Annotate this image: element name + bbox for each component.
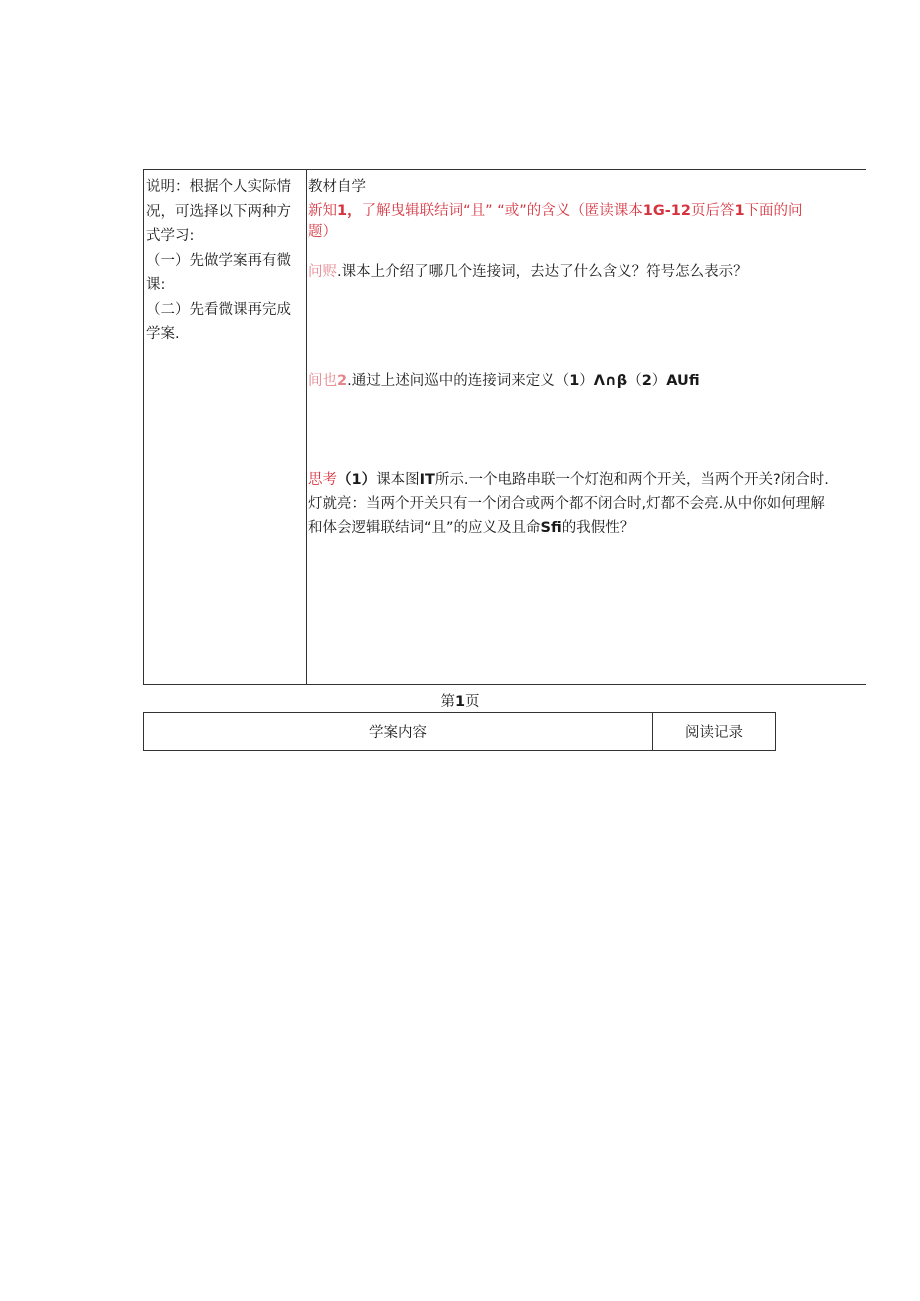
question-2-expression-1: Λ∩β	[593, 373, 628, 389]
think-text: 课本图	[376, 472, 420, 488]
new-knowledge-line-1	[308, 199, 803, 220]
question-2-number: 2	[337, 373, 348, 389]
study-table	[143, 169, 866, 685]
page-number-value: 1	[454, 694, 466, 710]
question-2-text: .通过上述问巡中的连接词来定义（	[347, 373, 570, 389]
think-line-1	[308, 468, 829, 489]
content-column	[308, 170, 866, 684]
think-symbol: Sfi	[540, 520, 562, 536]
think-line-2: 灯就亮：当两个开关只有一个闭合或两个都不闭合时,灯都不会亮.从中你如何理解	[308, 496, 825, 512]
think-paren: （1）	[337, 472, 377, 488]
new-knowledge-number: 1，	[337, 203, 362, 219]
page-number-prefix: 第	[440, 694, 455, 710]
question-1-label: 问赆	[308, 264, 337, 280]
instruction-line: 学案.	[146, 326, 180, 342]
new-knowledge-line-2: 题）	[308, 224, 337, 240]
new-knowledge-text: 了解曳辑联结词“且” “或”的含义（匿读课本	[361, 203, 643, 219]
new-knowledge-pages: 1G-12	[642, 203, 691, 219]
think-figure: IT	[419, 472, 435, 488]
instruction-line: 况，可选择以下两种方	[146, 203, 291, 220]
question-1	[308, 260, 748, 281]
think-text: 的我假性？	[561, 520, 635, 536]
think-text: 所示.一个电路串联一个灯泡和两个开关，当两个开关?闭合时.	[434, 472, 829, 488]
instruction-line: 式学习:	[146, 228, 195, 244]
new-knowledge-prefix: 新知	[308, 203, 337, 219]
question-2-part-1: 1	[569, 373, 580, 389]
page-number-suffix: 页	[465, 694, 480, 710]
new-knowledge-number: 1	[734, 203, 745, 219]
page-number	[0, 690, 920, 711]
instruction-line: 课:	[146, 277, 166, 293]
question-2-part-2: 2	[641, 373, 652, 389]
header-table	[143, 712, 776, 751]
question-2-text: ）	[651, 373, 667, 389]
new-knowledge-text: 下面的问	[744, 203, 803, 219]
column-header-notes: 阅读记录	[685, 725, 743, 741]
question-2	[308, 369, 700, 390]
instruction-line: （二）先看微课再完成	[146, 301, 291, 318]
question-2-text: ）	[579, 373, 594, 389]
think-text: 和体会逻辑联结词“且”的应义及且命	[308, 520, 541, 536]
question-1-text: .课本上介绍了哪几个连接词，去达了什么含义？符号怎么表示？	[337, 264, 748, 280]
question-2-expression-2: AUfi	[666, 373, 700, 389]
question-2-label: 间也	[308, 373, 337, 389]
new-knowledge-text: 页后答	[690, 203, 735, 219]
instruction-line: （一）先做学案再有微	[146, 252, 291, 269]
think-label: 思考	[308, 472, 337, 488]
think-line-3	[308, 516, 634, 537]
question-2-text: （	[627, 373, 642, 389]
column-header-content: 学案内容	[144, 713, 653, 750]
instructions-column	[144, 170, 307, 684]
instruction-line: 说明：根据个人实际情	[146, 179, 291, 195]
section-title: 教材自学	[308, 179, 366, 195]
